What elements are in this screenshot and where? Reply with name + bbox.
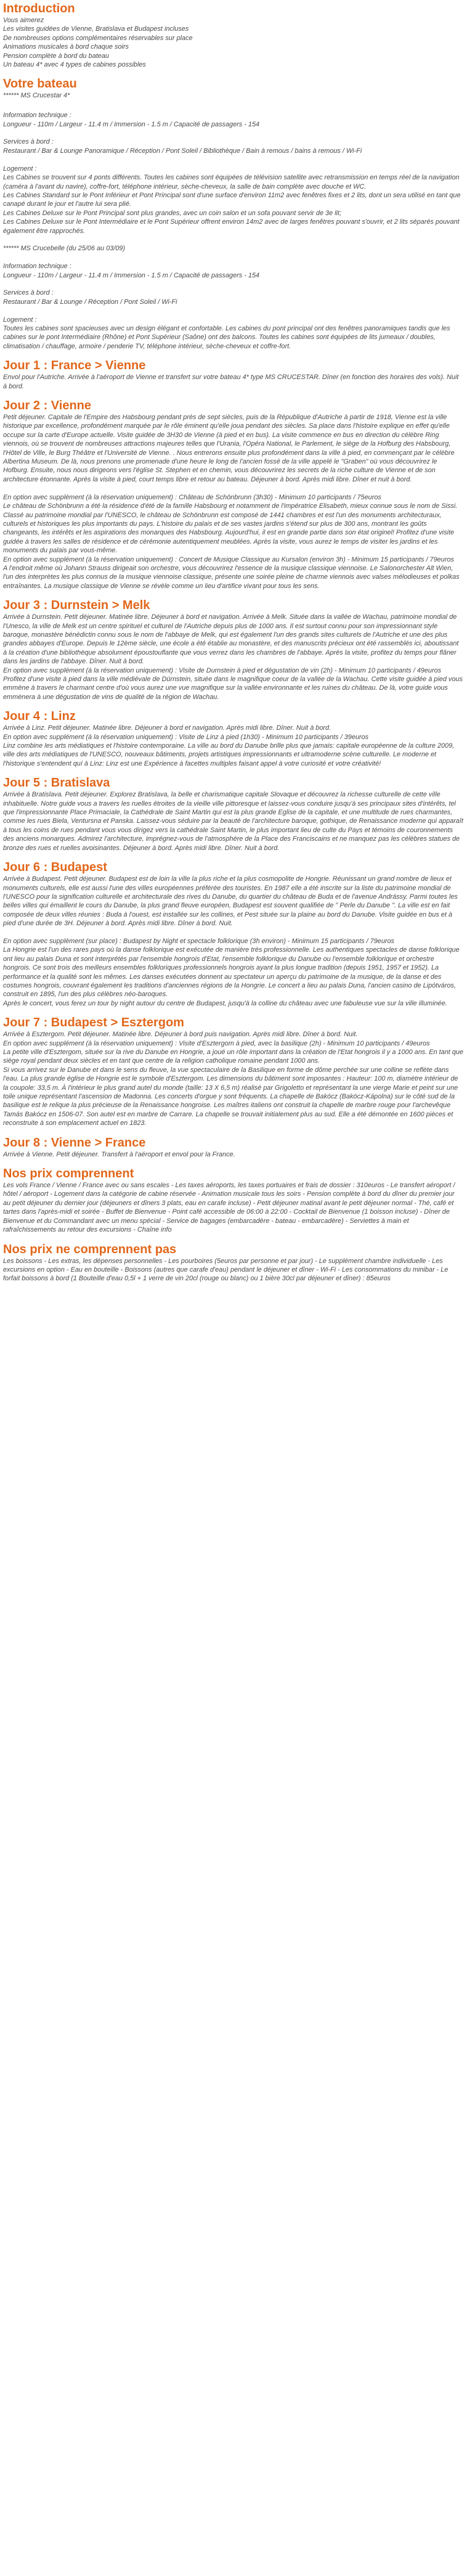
ship-block	[3, 244, 463, 351]
section-title: Introduction	[3, 2, 75, 15]
section-day-5	[3, 775, 463, 853]
option-text: Le château de Schönbrunn a été la résidence d'été de la famille Habsbourg et notamment de l'impératrice Elisabeth, mieux connue sous le nom de Sissi. Classé au patrimoine mondial par l'UNESCO, le château de Schönbrunn est composé de 1441 chambres et est l'un des monuments architecturaux, culturels et historiques les plus importants du pays. L'histoire du palais et de ses vastes jardins s'étend sur plus de 300 ans, montrant les goûts changeants, les intérêts et les aspirations des monarques des Habsbourg. Aujourd'hui, il est en grande partie dans son état originel! Profitez d'une visite guidée à travers les salles de résidence et de cérémonie autentiquement meublées. Après la visite, vous aurez le temps de visiter les jardins et les monuments du palais par vous-même.	[3, 502, 458, 555]
section-title: Jour 2 : Vienne	[3, 399, 92, 413]
section-title: Jour 6 : Budapest	[3, 861, 107, 875]
lodging-line: Les Cabines Deluxe sur le Pont Intermédiaire et le Pont Supérieur offrent environ 14m2 avec de larges fenêtres pouvant s'ouvrir, et 2 lits séparés pouvant également être rapprochés.	[3, 218, 460, 235]
intro-line: Un bateau 4* avec 4 types de cabines possibles	[3, 61, 146, 69]
day-text: Arrivée à Durnstein. Petit déjeuner. Matinée libre. Déjeuner à bord et navigation. Arrivée à Melk. Située dans la vallée de Wachau, patrimoine mondial de l'Unesco, la ville de Melk est un centre spirituel et culturel de l'Autriche depuis plus de 1000 ans. Il est surtout connu pour son impressionnant style baroque, monastère bénédictin connu sous le nom de l'abbaye de Melk, qui est également l'un des grands sites culturels de l'Autriche et une des plus grandes abbayes d'Europe. Depuis le 12ème siècle, une école a été établie au monastère, et des manuscrits précieux ont été rassemblés ici, aboutissant à la création d'une bibliothèque absolument époustouflante que vous verrez dans les chambres de l'abbaye. Après la visite, profitez du temps pour flâner dans les jardins de l'abbaye. Dîner. Nuit à bord.	[3, 613, 459, 666]
ship-name: ****** MS Crucestar 4*	[3, 92, 70, 100]
section-ship	[3, 76, 463, 351]
lodging-line: Les Cabines Deluxe sur le Pont Principal sont plus grandes, avec un coin salon et un sofa pouvant servir de 3e lit;	[3, 209, 342, 217]
option-text: Si vous arrivez sur le Danube et dans le sens du fleuve, la vue spectaculaire de la Basilique en forme de dôme perchée sur une colline se reflète dans l'eau. La plus grande église de Hongrie est le symbole d'Esztergom. Les dimensions du bâtiment sont imposantes : Hauteur: 100 m, diamètre intérieur de la coupole: 33,5 m. À l'intérieur le plus grand autel du monde (taille: 13 X 6,5 m) réalisé par Grigoletto et représentant la une vierge Marie et peint sur une toile unique représentant l'ascension de Madonna. Les concerts d'orgue y sont fréquents. La chapelle de Bakócz (Bakócz-Kápolna) sur le côté sud de la basilique est le relique la plus précieuse de la Renaissance hongroise. Les maîtres italiens ont construit la chapelle de marbre rouge pour l'archevêque Tamás Bakócz en 1506-07. Son autel est en marbre de Carrare. La chapelle se trouvait initialement plus au sud. Elle a été démontée en 1600 pièces et reconstruite à son emplacement actuel en 1823.	[3, 1066, 458, 1127]
section-title: Jour 4 : Linz	[3, 709, 76, 724]
section-day-4	[3, 709, 463, 768]
lodging-line: Les Cabines se trouvent sur 4 ponts différents. Toutes les cabines sont équipées de télévision satellite avec retransmission en temps réel de la navigation (caméra à l'avant du navire), coffre-fort, téléphone intérieur, sèche-cheveux, la salle de bain complète avec douche et WC.	[3, 174, 460, 190]
tech-label: Information technique :	[3, 112, 71, 120]
services-label: Services à bord :	[3, 289, 54, 297]
option-text: Profitez d'une visite à pied dans la ville médiévale de Dürnstein, située dans le magnifique coeur de la vallée de la Wachau. Cette visite guidée à pied vous emmène à travers le charmant centre d'où vous aurez une vue magnifique sur la vallée environnante et les ruines du château. De là, votre guide vous emmènera à une dégustation de vins de qualité de la région de Wachau.	[3, 676, 463, 701]
ship-name: ****** MS Crucebelle (du 25/06 au 03/09)	[3, 245, 125, 253]
option-title: En option avec supplément (à la réservation uniquement) : Concert de Musique Classique au Kursalon (environ 3h) - Minimum 15 participants / 79euros	[3, 555, 454, 563]
day-text: Arrivée à Vienne. Petit déjeuner. Transfert à l'aéroport et envol pour la France.	[3, 1150, 235, 1158]
section-day-7	[3, 1015, 463, 1127]
page	[0, 0, 467, 1283]
section-day-1	[3, 358, 463, 391]
option-text: La Hongrie est l'un des rares pays où la danse folklorique est exécutée de manière très professionnelle. Les authentiques spectacles de danse folklorique ont lieu au palais Duna et sont interprétés par l'ensemble hongrois d'Etat, l'ensemble folklorique du Danube ou l'ensemble folklorique et orchestre hongrois. Ce sont trois des meilleurs ensembles folkloriques professionnels hongrois ayant la plus longue tradition (depuis 1951, 1957 et 1952). La performance et la qualité sont les mêmes. Les danses exécutées donnent au spectateur un aperçu du patrimoine de la musique, de la danse et des costumes hongrois, couvrant également les traditions d'anciennes régions de la Hongrie. Le concert a lieu au palais Duna, l'ancien casino de Lipótváros, construit en 1895, l'un des plus célèbres néo-baroques.	[3, 946, 460, 999]
day-text: Envol pour l'Autriche. Arrivée à l'aéroport de Vienne et transfert sur votre bateau 4* type MS CRUCESTAR. Dîner (en fonction des horaires des vols). Nuit à bord.	[3, 374, 459, 390]
intro-line: Les visites guidées de Vienne, Bratislava et Budapest incluses	[3, 25, 189, 33]
section-price-excludes	[3, 1242, 463, 1283]
section-title: Nos prix ne comprennent pas	[3, 1242, 177, 1256]
option-text: La petite ville d'Esztergom, située sur la rive du Danube en Hongrie, a joué un rôle important dans la création de l'Etat hongrois il y a 1000 ans. En tant que siège royal pendant deux siècles et en tant que centre de la religion catholique romaine pendant 1000 ans.	[3, 1049, 463, 1065]
day-text: Arrivée à Esztergom. Petit déjeuner. Matinée libre. Déjeuner à bord puis navigation. Après midi libre. Dîner à bord. Nuit.	[3, 1031, 358, 1039]
intro-line: Vous aimerez	[3, 17, 44, 24]
services-value: Restaurant / Bar & Lounge / Réception / Pont Soleil / Wi-Fi	[3, 298, 177, 306]
intro-line: De nombreuses options complémentaires réservables sur place	[3, 34, 193, 42]
option-title: En option avec supplément (à la réservation uniquement) : Visite d'Esztergom à pied, avec la basilique (2h) - Minimum 10 participants / 49euros	[3, 1039, 430, 1047]
price-includes-text: Les vols France / Vienne / France avec ou sans escales - Les taxes aéroports, les taxes portuaires et frais de dossier : 310euros - Le transfert aéroport / hôtel / aéroport - Logement dans la catégorie de cabine réservée - Animation musicale tous les soirs - Pension complète à bord du dîner du premier jour au petit déjeuner du dernier jour (déjeuners et dîners 3 plats, eau en carafe incluse) - Petit déjeuner matinal avant le petit déjeuner normal - Thé, café et tartes dans l'après-midi et soirée - Buffet de Bienvenue - Point café accessible de 06:00 à 22:00 - Cocktail de Bienvenue (1 boisson incluse) - Dîner de Bienvenue et du Commandant avec un menu spécial - Service de bagages (embarcadère - bateau - embarcadère) - Serviettes à main et rafraîchissements au retour des excursions - Chaîne info	[3, 1182, 455, 1234]
services-value: Restaurant / Bar & Lounge Panoramique / Réception / Pont Soleil / Bibliothèque / Bain à remous / bains à remous / Wi-Fi	[3, 147, 362, 155]
intro-line: Pension complète à bord du bateau	[3, 52, 109, 60]
day-text: Petit déjeuner. Capitale de l'Empire des Habsbourg pendant près de sept siècles, puis de la République d'Autriche à partir de 1918, Vienne est la ville historique par excellence, profondément marquée par le rôle éminent qu'elle joua pendant des siècles. Sa place dans l'histoire explique en effet qu'elle occupe sur la carte d'Europe actuelle. Visite guidée de 3H30 de Vienne (à pied et en bus). La visite commence en bus en direction du célèbre Ring viennois, où se trouvent de nombreuses attractions majeures telles que l'Urania, l'Opéra National, le Parlement, le siège de la Hofburg des Habsbourg, l'Hôtel de Ville, le Burg Théâtre et l'Université de Vienne. . Nous entrerons ensuite plus profondément dans la ville à pied, en commençant par le célèbre Albertina Museum. De là, nous prenons une promenade d'une heure le long de l'ancien fossé de la ville appelé le "Graben" où vous découvrirez le Hofburg. Ensuite, nous nous dirigeons vers l'église St. Stephen et en chemin, vous découvrirez les secrets de la riche culture de Vienne et de son architecture étonnante. Après la visite à pied, court temps libre et retour au bateau. Déjeuner à bord. Après midi libre. Dîner et nuit à bord.	[3, 414, 455, 483]
tech-value: Longueur - 110m / Largeur - 11.4 m / Immersion - 1.5 m / Capacité de passagers - 154	[3, 271, 260, 279]
section-price-includes	[3, 1166, 463, 1234]
option-title: En option avec supplément (sur place) : Budapest by Night et spectacle folklorique (3h environ) - Minimum 15 participants / 79euros	[3, 937, 395, 945]
lodging-label: Logement :	[3, 165, 37, 173]
ship-block	[3, 91, 463, 235]
option-title: En option avec supplément (à la réservation uniquement) : Château de Schönbrunn (3h30) - Minimum 10 participants / 75euros	[3, 493, 381, 501]
section-title: Jour 7 : Budapest > Esztergom	[3, 1016, 184, 1030]
section-day-2	[3, 398, 463, 591]
tech-value: Longueur - 110m / Largeur - 11.4 m / Immersion - 1.5 m / Capacité de passagers - 154	[3, 120, 260, 128]
section-day-6	[3, 860, 463, 1008]
services-label: Services à bord :	[3, 138, 54, 146]
section-title: Votre bateau	[3, 77, 77, 91]
intro-line: Animations musicales à bord chaque soirs	[3, 43, 129, 51]
day-text: Arrivée à Bratislava. Petit déjeuner. Explorez Bratislava, la belle et charismatique capitale Slovaque et découvrez la richesse culturelle de cette ville inhabituelle. Notre guide vous a travers les ruelles étroites de la vieille ville pittoresque et laissez-vous conduire jusqu'à ses principaux sites d'intérêts, tel que l'impressionnante Place Primaciale, la Cathédrale de Saint Martin qui est la plus grande Eglise de la capitale, et une multitude de rues charmantes, comme les rues Biela, Ventursna et Panska. Laissez-vous séduire par la beauté de l'architecture baroque, gothique, de Renaissance moderne qui apparaît à tous les coins de rues pendant vous vous dirigez vers la cathédrale Saint Martin, le plus important lieu de culte du Pays et témoins de couronnements des anciens monarques. Admirez l'architecture, imprégnez-vous de l'atmosphère de la Place des Franciscains et ne manquez pas les célèbres statues de bronze des rues et ruelles avoisinantes. Déjeuner à bord. Après midi libre. Dîner. Nuit à bord.	[3, 791, 463, 852]
option-text: Après le concert, vous ferez un tour by night autour du centre de Budapest, jusqu'à la colline du château avec une fabuleuse vue sur la ville illuminée.	[3, 999, 447, 1007]
lodging-label: Logement :	[3, 316, 37, 324]
option-title: En option avec supplément (à la réservation uniquement) : Visite de Durnstein à pied et dégustation de vin (2h) - Minimum 10 participants / 49euros	[3, 666, 442, 674]
section-title: Jour 8 : Vienne > France	[3, 1135, 146, 1150]
price-excludes-text: Les boissons - Les extras, les dépenses personnelles - Les pourboires (5euros par personne et par jour) - Le supplément chambre individuelle - Les excursions en option - Eau en bouteille - Boissons (autres que carafe d'eau) pendant le déjeuner et dîner - Wi-Fi - Les consommations du minibar - Le forfait boissons à bord (1 Bouteille d'eau 0,5l + 1 verre de vin 20cl (rouge ou blanc) ou 1 bière 30cl par déjeuner et dîner) : 85euros	[3, 1257, 449, 1283]
option-text: Linz combine les arts médiatiques et l'histoire contemporaine. La ville au bord du Danube brille plus que jamais: capitale européenne de la culture 2009, ville des arts médiatiques de l'UNESCO, nouveaux bâtiments, projets artistiques impressionnants et ultramoderne scène culturelle. Le moderne et l'historique s'entendent quí à Linz: Linz est une Expérience à facettes multiples faisant appel à votre curiosité et votre créativité!	[3, 742, 455, 767]
option-text: A l'endroit même où Johann Strauss dirigeait son orchestre, vous découvrirez l'essence de la musique classique viennoise. Le Salonorchester Alt Wien, l'un des interprètes les plus connus de la musique viennoise classique, présente une soirée pleine de charme viennois avec valses mélodieuses et polkas entraînantes. La musique classique de Vienne se révèle comme un lieu d'artifice vivant pour tous les sens.	[3, 564, 460, 590]
tech-label: Information technique :	[3, 263, 71, 271]
option-title: En option avec supplément (à la réservation uniquement) : Visite de Linz à pied (1h30) - Minimum 10 participants / 39euros	[3, 733, 369, 741]
lodging-line: Les Cabines Standard sur le Pont Inférieur et Pont Principal sont d'une surface d'environ 11m2 avec fenêtres fixes et 2 lits, dont un sera utilisé en tant que canapé durant le jour et l'autre lui sera plié.	[3, 191, 461, 208]
section-title: Jour 1 : France > Vienne	[3, 359, 146, 373]
lodging-line: Toutes les cabines sont spacieuses avec un design élégant et confortable. Les cabines du pont principal ont des fenêtres panoramiques tandis que les cabines sur le pont Intermédiaire (Rhône) et Pont Supérieur (Saône) ont des balcons. Toutes les cabines sont équipées de lits jumeaux / doubles, climatisation / chauffage, armoire / penderie TV, téléphone intérieur, sèche-cheveux et coffre-fort.	[3, 325, 450, 350]
section-title: Jour 3 : Durnstein > Melk	[3, 599, 150, 613]
section-title: Jour 5 : Bratislava	[3, 776, 110, 790]
day-text: Arrivée à Budapest. Petit déjeuner. Budapest est de loin la ville la plus riche et la plus cosmopolite de Hongrie. Réunissant un grand nombre de lieux et monuments culturels, elle est aussi l'une des villes européennes préférée des touristes. En 1987 elle a été inscrite sur la liste du patrimoine mondial de l'UNESCO pour la signification culturelle et architecturale des rives du Danube, du quartier du château de Buda et de l'avenue Andrássy. Parmi toutes les belles villes qui émaillent le cours du Danube, la plus grand fleuve européen, Budapest est souvent qualifiée de " Perle du Danube ". La ville est en fait composée de deux villes réunies : Buda à l'ouest, est installée sur les collines, et Pest située sur la plaine au bord du Danube. Visite guidée en bus et à pied d'une durée de 3H. Déjeuner à bord. Après midi libre. Dîner à bord. Nuit.	[3, 875, 458, 928]
section-day-3	[3, 598, 463, 701]
day-text: Arrivée à Linz. Petit déjeuner. Matinée libre. Déjeuner à bord et navigation. Après midi libre. Dîner. Nuit à bord.	[3, 724, 331, 732]
section-introduction	[3, 1, 463, 69]
section-day-8	[3, 1135, 463, 1159]
section-title: Nos prix comprennent	[3, 1167, 134, 1181]
